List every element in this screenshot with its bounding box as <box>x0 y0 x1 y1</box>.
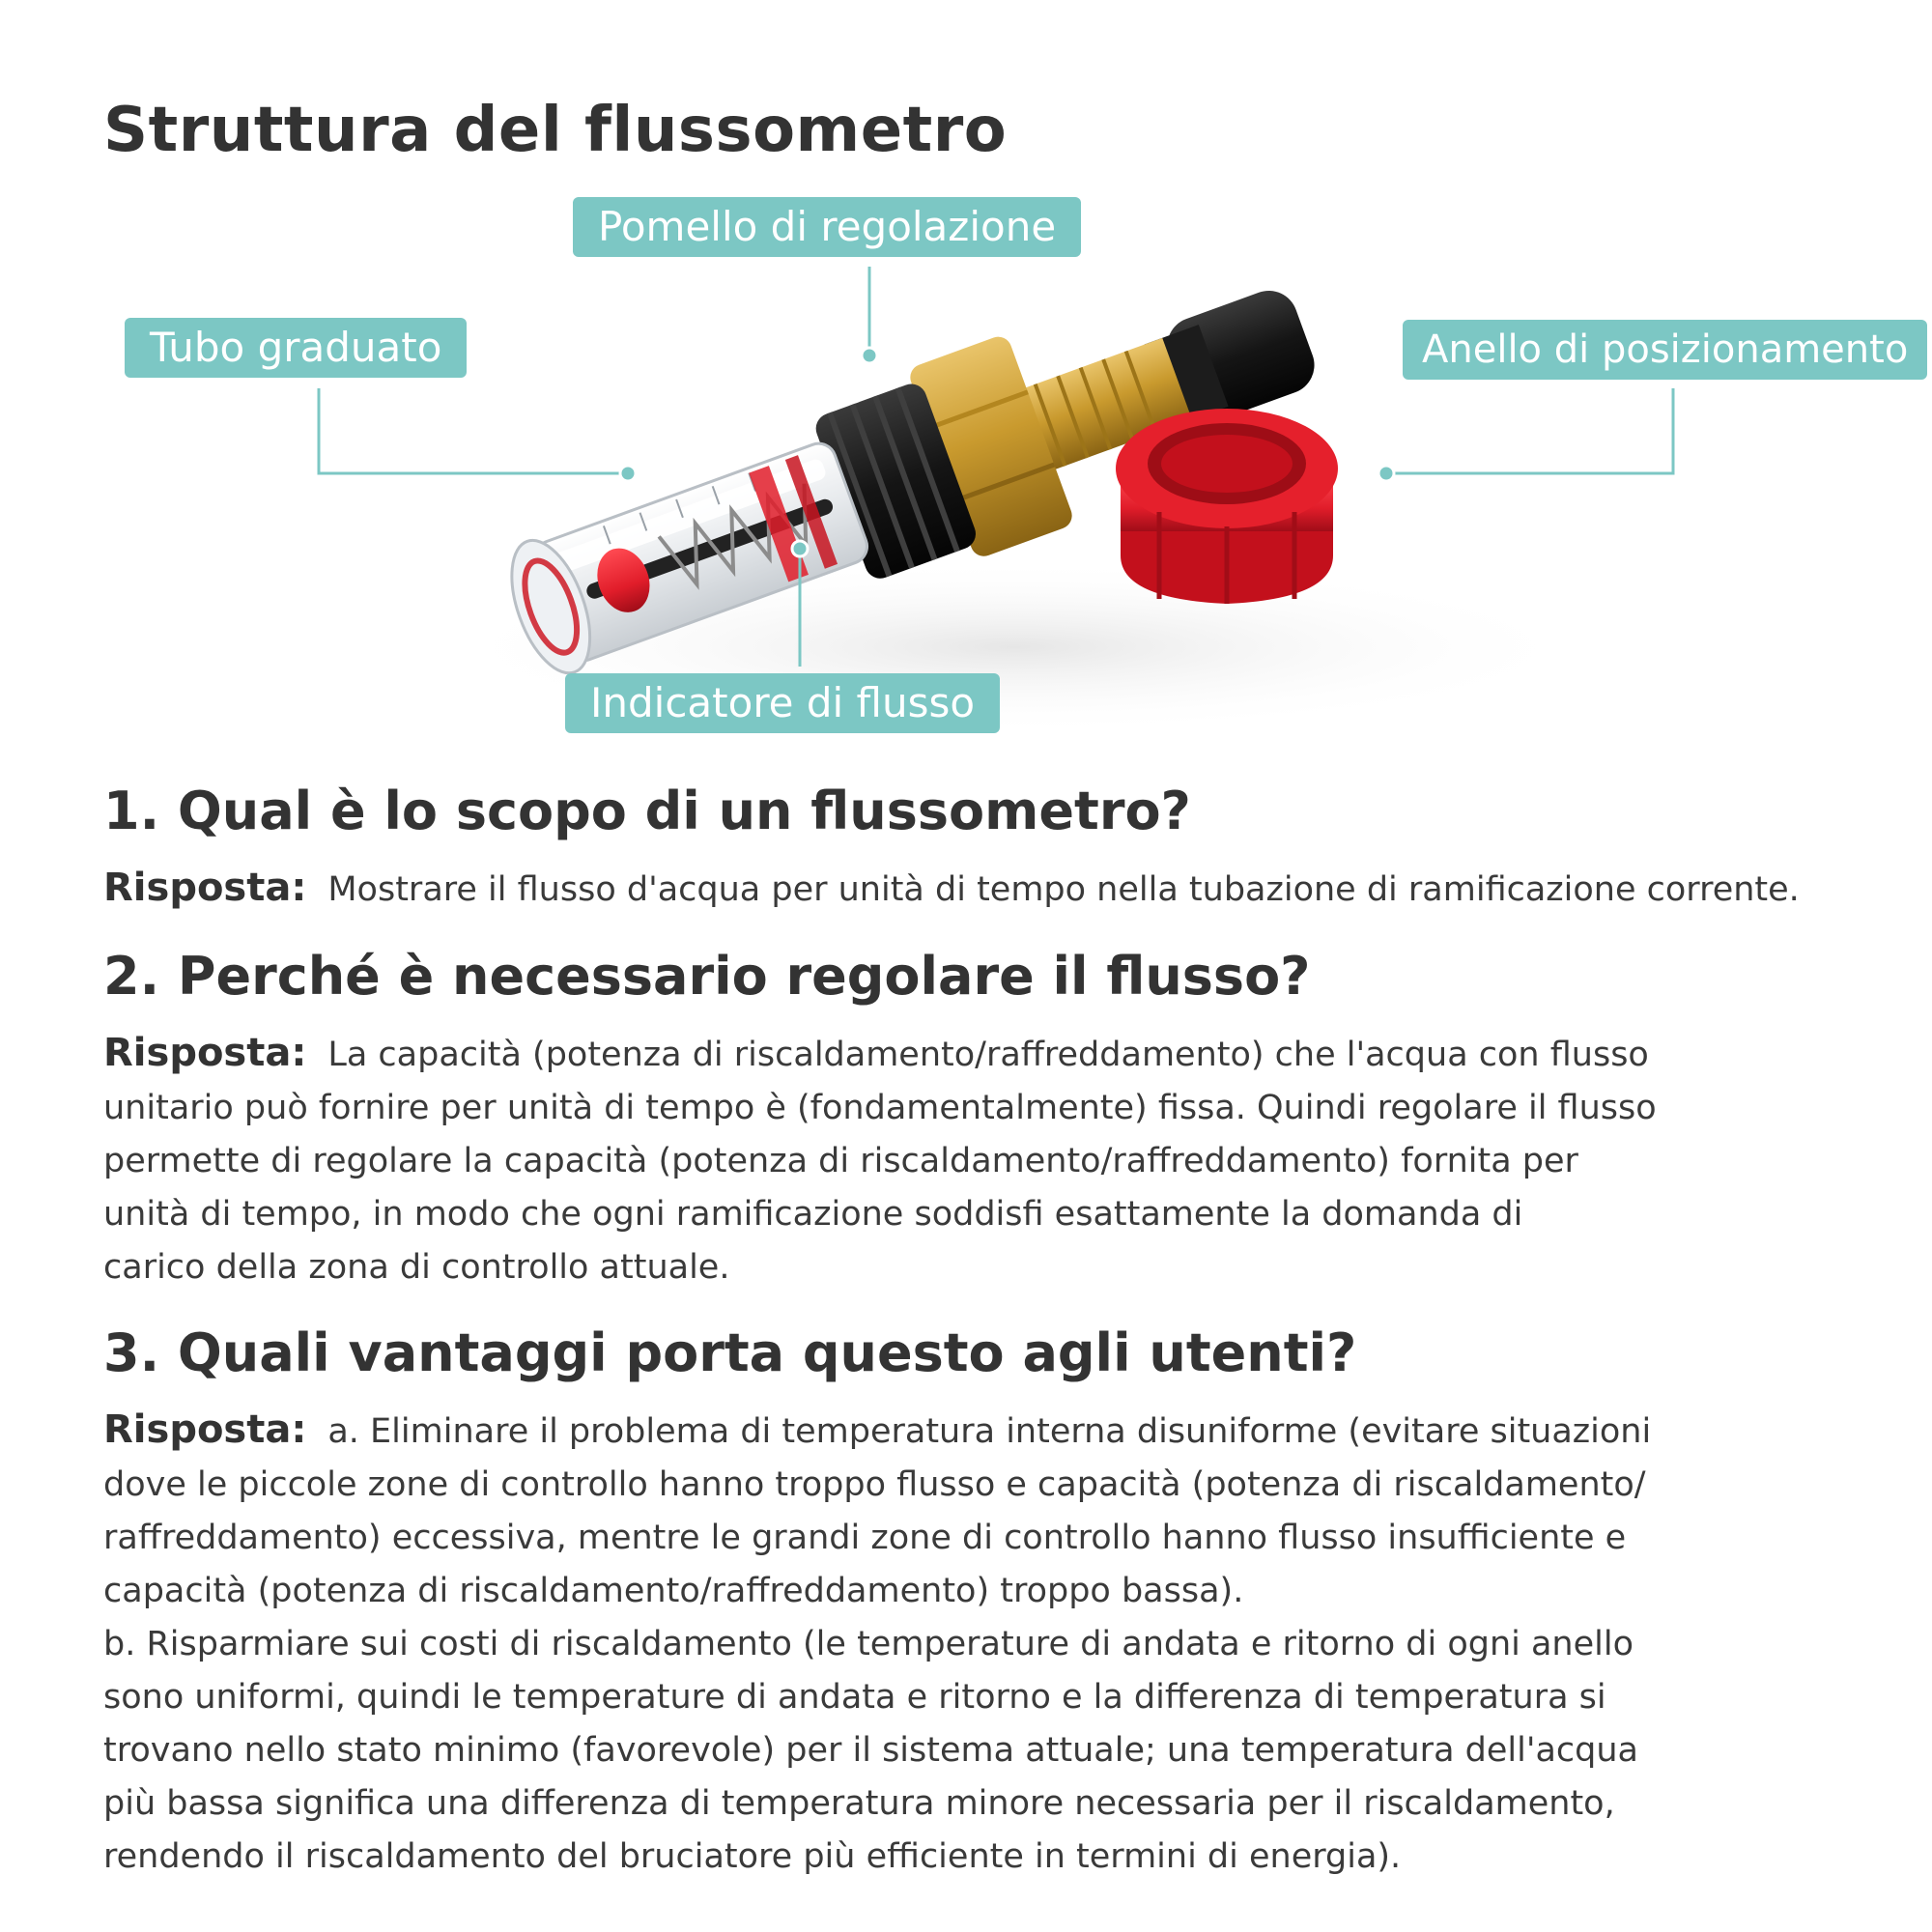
label-positioning-ring: Anello di posizionamento <box>1403 320 1927 380</box>
flowmeter-illustration <box>0 174 1932 753</box>
answer-line: rendendo il riscaldamento del bruciatore più efficiente in termini di energia). <box>103 1837 1402 1876</box>
label-graduated-tube: Tubo graduato <box>125 318 467 378</box>
faq-answer-1 <box>103 862 1833 917</box>
answer-line: trovano nello stato minimo (favorevole) per il sistema attuale; una temperatura dell'acqua <box>103 1731 1638 1770</box>
faq-question-1: 1. Qual è lo scopo di un flussometro? <box>103 781 1191 841</box>
answer-label: Risposta: <box>103 1407 307 1452</box>
answer-line: più bassa significa una differenza di temperatura minore necessaria per il riscaldamento, <box>103 1784 1615 1823</box>
label-flow-indicator: Indicatore di flusso <box>565 673 1000 733</box>
answer-line: unitario può fornire per unità di tempo è (fondamentalmente) fissa. Quindi regolare il flusso <box>103 1089 1657 1127</box>
answer-label: Risposta: <box>103 866 307 910</box>
answer-line: capacità (potenza di riscaldamento/raffreddamento) troppo bassa). <box>103 1572 1244 1610</box>
faq-answer-2 <box>103 1027 1833 1294</box>
answer-line: unità di tempo, in modo che ogni ramificazione soddisfi esattamente la domanda di <box>103 1195 1523 1234</box>
faq-question-3: 3. Quali vantaggi porta questo agli utenti? <box>103 1322 1357 1383</box>
flowmeter-diagram <box>0 174 1932 753</box>
answer-line: Mostrare il flusso d'acqua per unità di tempo nella tubazione di ramificazione corrente. <box>327 870 1800 909</box>
answer-line: permette di regolare la capacità (potenza di riscaldamento/raffreddamento) fornita per <box>103 1142 1578 1180</box>
answer-line: b. Risparmiare sui costi di riscaldamento (le temperature di andata e ritorno di ogni anello <box>103 1625 1634 1663</box>
answer-line: raffreddamento) eccessiva, mentre le grandi zone di controllo hanno flusso insufficiente e <box>103 1519 1627 1557</box>
page-title: Struttura del flussometro <box>103 95 1008 166</box>
faq-question-2: 2. Perché è necessario regolare il flusso? <box>103 946 1311 1007</box>
answer-line: carico della zona di controllo attuale. <box>103 1248 730 1287</box>
answer-line: sono uniformi, quindi le temperature di andata e ritorno e la differenza di temperatura si <box>103 1678 1606 1717</box>
answer-label: Risposta: <box>103 1031 307 1075</box>
answer-line: dove le piccole zone di controllo hanno troppo flusso e capacità (potenza di riscaldamento/ <box>103 1465 1646 1504</box>
answer-line: a. Eliminare il problema di temperatura interna disuniforme (evitare situazioni <box>327 1412 1652 1451</box>
answer-line: La capacità (potenza di riscaldamento/raffreddamento) che l'acqua con flusso <box>327 1036 1649 1074</box>
label-adjustment-knob: Pomello di regolazione <box>573 197 1081 257</box>
faq-answer-3 <box>103 1404 1833 1884</box>
